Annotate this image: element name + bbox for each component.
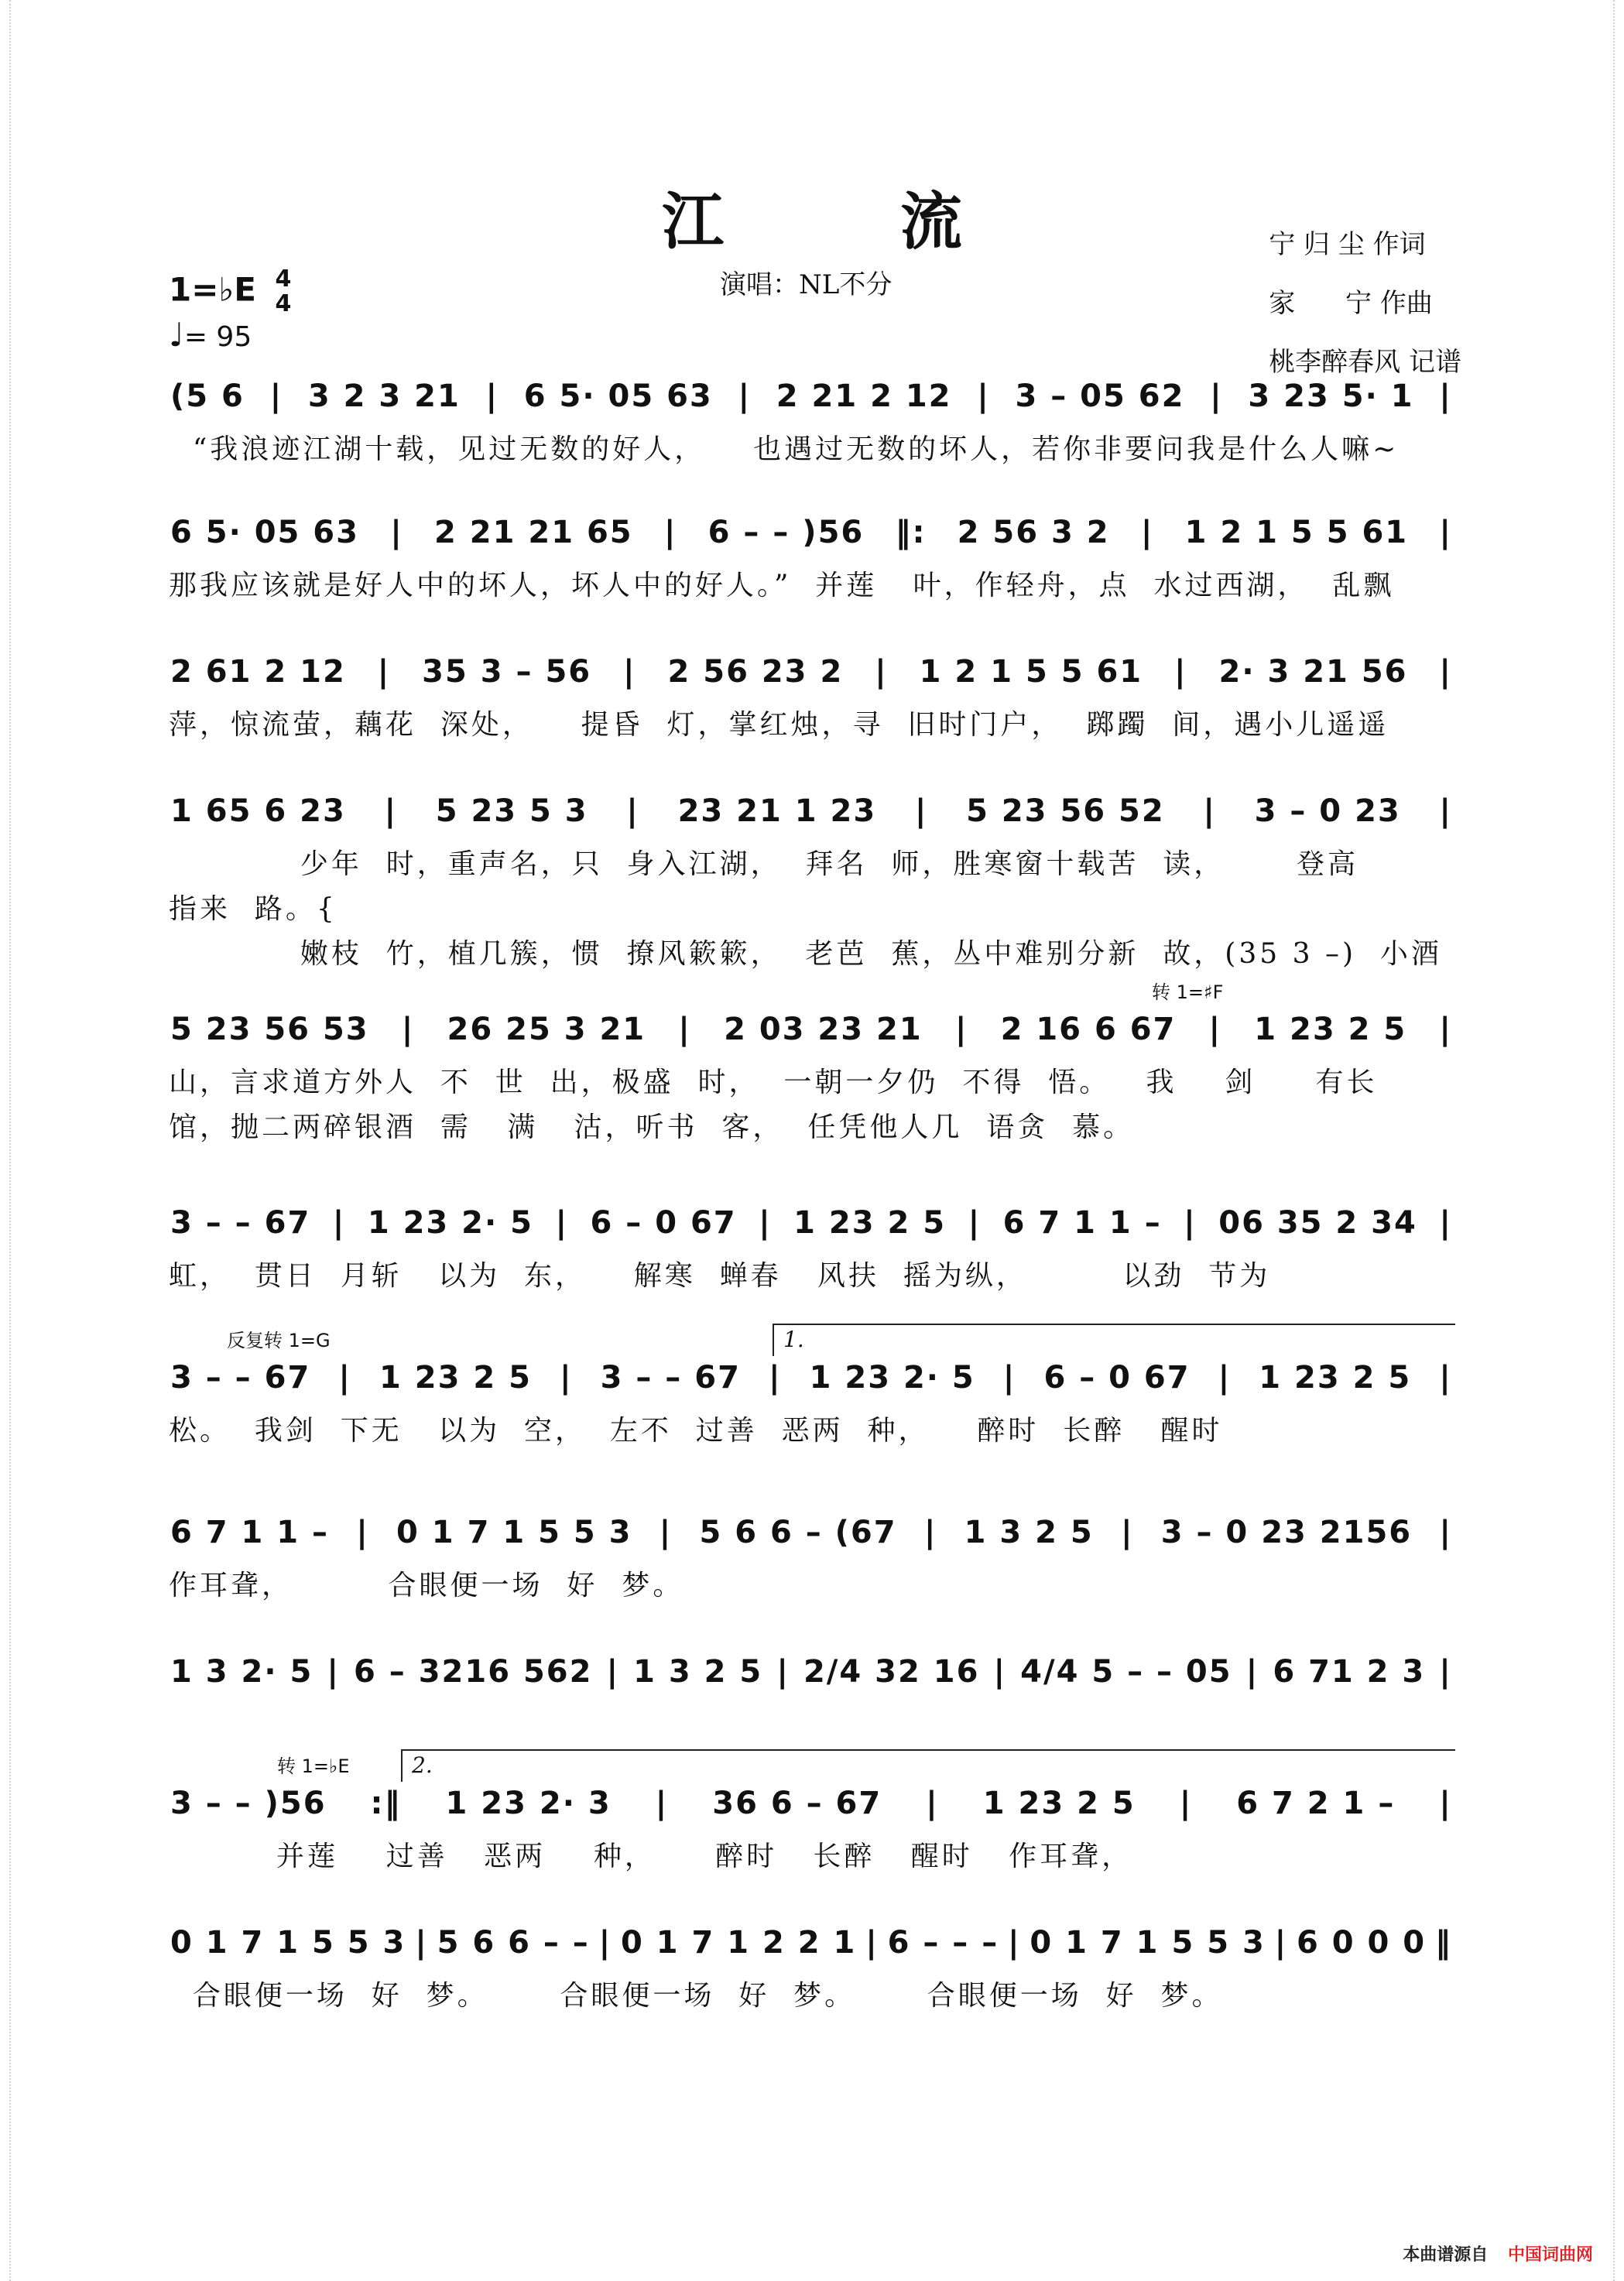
barline: |	[606, 1654, 620, 1690]
barline: |	[968, 1205, 982, 1241]
tempo-value: = 95	[183, 321, 252, 353]
measure: 1 23 2· 5	[367, 1205, 533, 1241]
measure: 3 2 3 21	[307, 378, 461, 414]
measure: 1 23 2 5	[379, 1360, 532, 1396]
notation-row	[169, 502, 1454, 563]
time-top: 4	[275, 265, 292, 293]
measure: 2 56 3 2	[957, 515, 1110, 550]
key-change-marker: 反复转 1=G	[227, 1330, 331, 1351]
barline: |	[623, 654, 636, 690]
notation-row	[169, 1347, 1454, 1409]
measure: 6 – – –	[887, 1925, 999, 1961]
system-11	[169, 1912, 1454, 2019]
lyric-line: 松。 我剑 下无 以为 空， 左不 过善 恶两 种， 醉时 长醉 醒时	[169, 1415, 1223, 1447]
system-4	[169, 780, 1454, 977]
notation-row	[169, 365, 1454, 427]
measure: 5 6 6 – –	[437, 1925, 590, 1961]
measure: 0 1 7 1 2 2 1	[621, 1925, 857, 1961]
barline: |	[768, 1360, 782, 1396]
barline: |	[356, 1515, 369, 1550]
system-7	[169, 1327, 1454, 1454]
measure: 2 61 2 12	[170, 654, 346, 690]
barline: |	[1439, 1360, 1452, 1396]
measure: 1 23 2 5	[793, 1205, 947, 1241]
barline: |	[1184, 1205, 1197, 1241]
measure: 6 5· 05 63	[523, 378, 713, 414]
measure: 0 1 7 1 5 5 3	[1030, 1925, 1266, 1961]
barline: |	[1174, 654, 1187, 690]
barline: |	[1439, 515, 1452, 550]
barline: |	[1179, 1786, 1193, 1821]
measure: 3 – – 67	[170, 1360, 311, 1396]
lyric-line: “我浪迹江湖十载，见过无数的好人， 也遇过无数的坏人，若你非要问我是什么人嘛~	[169, 433, 1400, 465]
measure: 1 3 2 5	[964, 1515, 1094, 1550]
measure: 3 – 05 62	[1015, 378, 1185, 414]
volta-bracket	[401, 1749, 1455, 1782]
measure: 5 6 6 – (67	[699, 1515, 897, 1550]
notation-row	[169, 1502, 1454, 1563]
system-3	[169, 641, 1454, 748]
notation-row	[169, 1772, 1454, 1834]
measure: 6 – 0 67	[1043, 1360, 1191, 1396]
barline: |	[1439, 1205, 1452, 1241]
measure: 1 23 2 5	[1259, 1360, 1412, 1396]
footer	[1403, 2242, 1593, 2266]
measure: 6 – 3216 562	[354, 1654, 593, 1690]
measure: 2 16 6 67	[1000, 1012, 1177, 1047]
measure: 1 2 1 5 5 61	[919, 654, 1143, 690]
barline: |	[776, 1654, 790, 1690]
measure: 1 23 2· 5	[809, 1360, 975, 1396]
barline: |	[1218, 1360, 1232, 1396]
barline: :‖	[370, 1786, 402, 1821]
measure: 36 6 – 67	[712, 1786, 882, 1821]
barline: |	[659, 1515, 673, 1550]
key-change-marker: 转 1=♭E	[277, 1755, 350, 1777]
measure: 1 23 2 5	[982, 1786, 1136, 1821]
system-5	[169, 981, 1454, 1150]
barline: |	[738, 378, 752, 414]
left-watermark-band	[9, 0, 19, 2281]
transcriber-credit: 桃李醉春风 记谱	[1269, 347, 1461, 378]
lyric-line: 馆，抛二两碎银酒 需 满 沽，听书 客， 任凭他人几 语贪 慕。	[169, 1111, 1135, 1143]
lyric-line: 那我应该就是好人中的坏人，坏人中的好人。” 并莲 叶，作轻舟，点 水过西湖， 乱飘	[169, 570, 1395, 601]
measure: 6 71 2 3	[1273, 1654, 1426, 1690]
system-1	[169, 365, 1454, 472]
measure: 6 7 1 1 –	[170, 1515, 330, 1550]
measure: 1 2 1 5 5 61	[1184, 515, 1409, 550]
measure: 6 5· 05 63	[170, 515, 359, 550]
measure: (5 6	[170, 378, 245, 414]
lyric-line: 作耳聋， 合眼便一场 好 梦。	[169, 1570, 684, 1601]
time-signature	[276, 267, 292, 317]
lyric-line: 并莲 过善 恶两 种， 醉时 长醉 醒时 作耳聋，	[169, 1841, 1133, 1872]
measure: 3 – 0 23	[1254, 793, 1401, 829]
measure: 3 – – )56	[170, 1786, 327, 1821]
measure: 1 65 6 23	[170, 793, 346, 829]
key-change-marker: 转 1=♯F	[1152, 981, 1224, 1003]
notation-row	[169, 1912, 1454, 1974]
lyric-line: 萍，惊流萤，藕花 深处， 提昏 灯，掌红烛，寻 旧时门户， 踯躅 间，遇小儿遥遥	[169, 709, 1389, 741]
barline: |	[1439, 378, 1452, 414]
barline: |	[977, 378, 990, 414]
measure: 3 23 5· 1	[1248, 378, 1414, 414]
barline: |	[1120, 1515, 1134, 1550]
barline: |	[415, 1925, 428, 1961]
measure: 4/4 5 – – 05	[1020, 1654, 1232, 1690]
measure: 2· 3 21 56	[1218, 654, 1408, 690]
footer-brand: 中国词曲网	[1507, 2245, 1593, 2265]
volta-number: 2.	[412, 1752, 433, 1778]
barline: |	[377, 654, 391, 690]
measure: 1 3 2· 5	[170, 1654, 313, 1690]
barline: |	[559, 1360, 573, 1396]
barline: |	[914, 793, 928, 829]
barline: |	[926, 1786, 939, 1821]
measure: 6 – 0 67	[590, 1205, 737, 1241]
barline: |	[759, 1205, 772, 1241]
measure: 3 – – 67	[600, 1360, 741, 1396]
time-bottom: 4	[275, 290, 292, 317]
barline: |	[384, 793, 398, 829]
singer-credit: 演唱：NL不分	[720, 269, 893, 300]
notation-row	[169, 780, 1454, 842]
measure: 5 23 5 3	[435, 793, 588, 829]
measure: 2 56 23 2	[667, 654, 844, 690]
measure: 1 23 2 5	[1254, 1012, 1407, 1047]
barline: |	[678, 1012, 691, 1047]
measure: 6 – – )56	[708, 515, 865, 550]
volta-number: 1.	[783, 1327, 804, 1352]
barline: |	[1210, 378, 1223, 414]
measure: 3 – 0 23 2156	[1160, 1515, 1413, 1550]
barline: |	[1140, 515, 1154, 550]
barline: |	[993, 1654, 1007, 1690]
barline: |	[1203, 793, 1216, 829]
barline: |	[1439, 654, 1452, 690]
volta-bracket	[773, 1324, 1455, 1356]
barline: |	[555, 1205, 569, 1241]
barline: |	[663, 515, 677, 550]
system-8	[169, 1502, 1454, 1608]
tempo-mark	[169, 316, 252, 354]
page-title: 江 流	[662, 185, 1040, 258]
measure: 06 35 2 34	[1218, 1205, 1417, 1241]
barline: |	[1245, 1654, 1259, 1690]
measure: 2/4 32 16	[803, 1654, 980, 1690]
barline: ‖	[1434, 1925, 1452, 1961]
lyric-line: 指来 路。{	[169, 893, 337, 925]
barline: |	[875, 654, 888, 690]
barline: |	[1439, 793, 1452, 829]
quarter-note-icon: ♩	[169, 316, 184, 354]
measure: 5 23 56 52	[966, 793, 1165, 829]
measure: 6 7 2 1 –	[1236, 1786, 1396, 1821]
barline: |	[626, 793, 639, 829]
measure: 2 21 21 65	[434, 515, 633, 550]
measure: 0 1 7 1 5 5 3	[170, 1925, 406, 1961]
notation-row	[169, 1192, 1454, 1254]
key-label: 1=♭E	[169, 270, 256, 309]
barline: |	[401, 1012, 415, 1047]
notation-row	[169, 641, 1454, 703]
measure: 2 21 2 12	[776, 378, 952, 414]
lyric-line: 合眼便一场 好 梦。 合眼便一场 好 梦。 合眼便一场 好 梦。	[169, 1980, 1223, 2012]
barline: |	[1439, 1012, 1452, 1047]
barline: |	[1274, 1925, 1288, 1961]
measure: 0 1 7 1 5 5 3	[396, 1515, 632, 1550]
measure: 3 – – 67	[170, 1205, 311, 1241]
lyric-line: 嫩枝 竹，植几簇，惯 撩风簌簌， 老芭 蕉，丛中难别分新 故，(35 3 –) 小酒	[169, 938, 1442, 970]
system-6	[169, 1192, 1454, 1299]
lyric-line: 山，言求道方外人 不 世 出，极盛 时， 一朝一夕仍 不得 悟。 我 剑 有长	[169, 1067, 1378, 1098]
barline: |	[1439, 1786, 1452, 1821]
measure: 2 03 23 21	[724, 1012, 923, 1047]
composer-credit: 家 宁 作曲	[1269, 288, 1433, 319]
barline: |	[655, 1786, 669, 1821]
barline: |	[332, 1205, 346, 1241]
measure: 5 23 56 53	[170, 1012, 369, 1047]
barline: |	[327, 1654, 340, 1690]
measure: 6 7 1 1 –	[1002, 1205, 1162, 1241]
measure: 1 3 2 5	[633, 1654, 763, 1690]
barline: |	[1208, 1012, 1222, 1047]
barline: |	[865, 1925, 879, 1961]
lyric-line	[169, 1703, 1454, 1748]
key-signature	[169, 267, 291, 317]
barline: |	[923, 1515, 937, 1550]
notation-row	[169, 998, 1454, 1060]
barline: |	[1439, 1654, 1452, 1690]
barline: |	[485, 378, 499, 414]
measure: 6 0 0 0	[1297, 1925, 1427, 1961]
measure: 26 25 3 21	[447, 1012, 646, 1047]
lyricist-credit: 宁 归 尘 作词	[1269, 229, 1426, 260]
system-2	[169, 502, 1454, 608]
barline: |	[390, 515, 403, 550]
barline: ‖:	[895, 515, 927, 550]
footer-source: 本曲谱源自	[1403, 2245, 1489, 2265]
measure: 35 3 – 56	[422, 654, 592, 690]
measure: 1 23 2· 3	[445, 1786, 612, 1821]
barline: |	[1008, 1925, 1021, 1961]
barline: |	[598, 1925, 612, 1961]
system-10	[169, 1752, 1454, 1879]
barline: |	[1439, 1515, 1452, 1550]
measure: 23 21 1 23	[677, 793, 877, 829]
notation-row	[169, 1641, 1454, 1703]
lyric-line: 少年 时，重声名，只 身入江湖， 拜名 师，胜寒窗十载苦 读， 登高	[169, 848, 1358, 880]
system-9	[169, 1641, 1454, 1748]
right-watermark-band	[1605, 0, 1615, 2281]
lyric-line: 虹， 贯日 月斩 以为 东， 解寒 蝉春 风扶 摇为纵， 以劲 节为	[169, 1260, 1271, 1292]
barline: |	[954, 1012, 968, 1047]
barline: |	[1002, 1360, 1016, 1396]
barline: |	[338, 1360, 351, 1396]
barline: |	[269, 378, 283, 414]
